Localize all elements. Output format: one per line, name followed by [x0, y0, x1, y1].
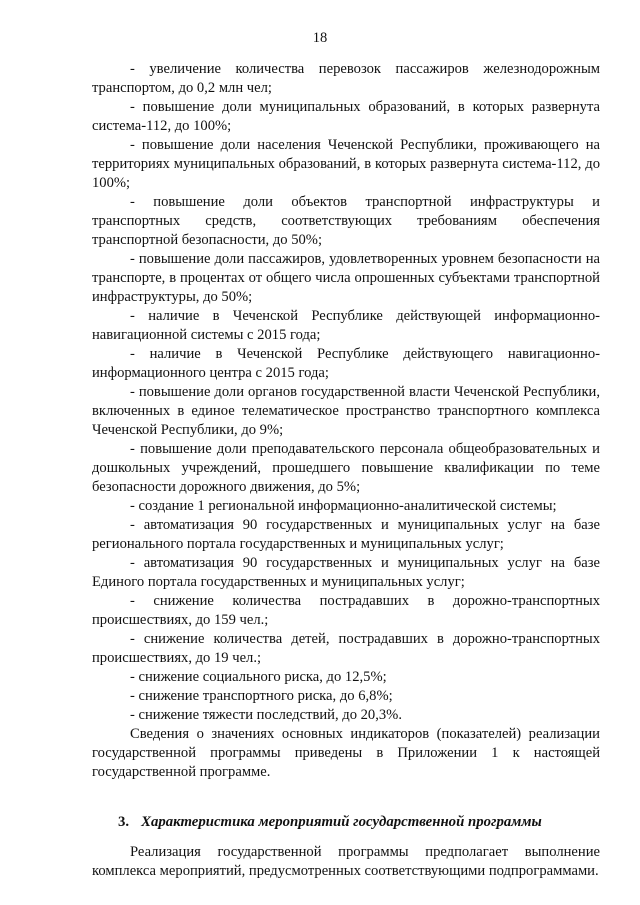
list-item: - автоматизация 90 государственных и муниципальных услуг на базе Единого портала государственных и муниципальных услуг;: [92, 555, 600, 590]
list-item: - создание 1 региональной информационно-аналитической системы;: [130, 498, 557, 514]
list-item: - увеличение количества перевозок пассажиров железнодорожным транспортом, до 0,2 млн чел;: [92, 61, 600, 96]
list-item: - снижение социального риска, до 12,5%;: [130, 669, 387, 685]
document-body: [92, 60, 600, 881]
list-item: - снижение транспортного риска, до 6,8%;: [130, 688, 393, 704]
list-item: - снижение количества пострадавших в дорожно-транспортных происшествиях, до 159 чел.;: [92, 593, 600, 628]
page-number: 18: [312, 30, 328, 46]
list-item: - повышение доли органов государственной власти Чеченской Республики, включенных в единое телематическое пространство транспортного комплекса Чеченской Республики, до 9%;: [92, 384, 600, 438]
section-heading: [92, 813, 600, 832]
list-item: - снижение тяжести последствий, до 20,3%.: [130, 707, 402, 723]
summary-paragraph: Сведения о значениях основных индикаторов (показателей) реализации государственной программы приведены в Приложении 1 к настоящей государственной программе.: [92, 726, 600, 780]
list-item: - автоматизация 90 государственных и муниципальных услуг на базе регионального портала государственных и муниципальных услуг;: [92, 517, 600, 552]
section-number: 3.: [118, 814, 130, 830]
section-paragraph: Реализация государственной программы предполагает выполнение комплекса мероприятий, предусмотренных соответствующими подпрограммами.: [92, 844, 600, 879]
list-item: - повышение доли объектов транспортной инфраструктуры и транспортных средств, соответствующих требованиям обеспечения транспортной безопасности, до 50%;: [92, 194, 600, 248]
list-item: - повышение доли преподавательского персонала общеобразовательных и дошкольных учреждений, прошедшего повышение квалификации по теме безопасности дорожного движения, до 5%;: [92, 441, 600, 495]
list-item: - снижение количества детей, пострадавших в дорожно-транспортных происшествиях, до 19 чел.;: [92, 631, 600, 666]
list-item: - наличие в Чеченской Республике действующей информационно-навигационной системы с 2015 года;: [92, 308, 600, 343]
list-item: - повышение доли муниципальных образований, в которых развернута система-112, до 100%;: [92, 99, 600, 134]
section-title: Характеристика мероприятий государственной программы: [141, 814, 542, 830]
list-item: - наличие в Чеченской Республике действующего навигационно-информационного центра с 2015 года;: [92, 346, 600, 381]
list-item: - повышение доли пассажиров, удовлетворенных уровнем безопасности на транспорте, в процентах от общего числа опрошенных субъектами транспортной инфраструктуры, до 50%;: [92, 251, 600, 305]
list-item: - повышение доли населения Чеченской Республики, проживающего на территориях муниципальных образований, в которых развернута система-112, до 100%;: [92, 137, 600, 191]
